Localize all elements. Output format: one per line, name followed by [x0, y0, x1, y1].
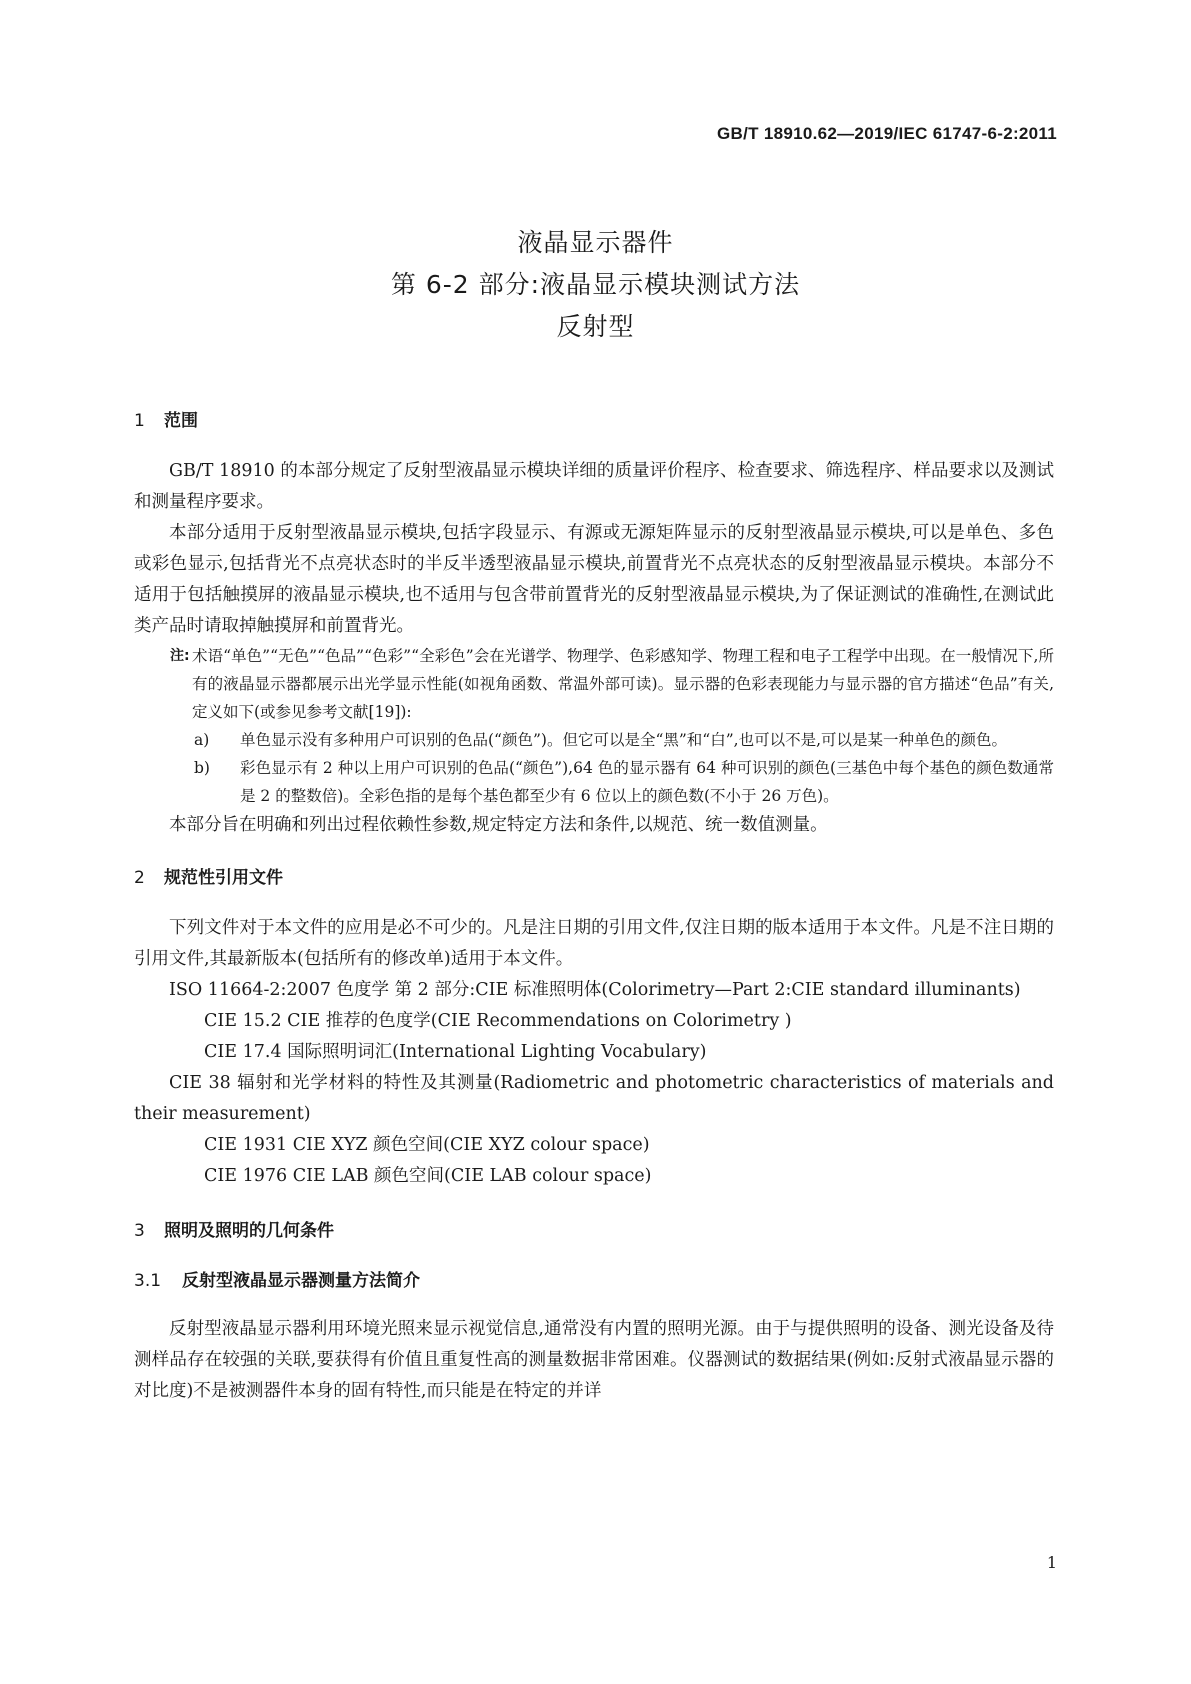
- section-number: 1: [134, 411, 145, 431]
- section-number: 2: [134, 868, 145, 888]
- document-body: [134, 408, 1054, 1407]
- note-item-text: 单色显示没有多种用户可识别的色品(“颜色”)。但它可以是全“黑”和“白”,也可以不是,可以是某一种单色的颜色。: [240, 731, 1007, 749]
- section-title: 范围: [164, 411, 198, 431]
- standard-code: GB/T 18910.62—2019/IEC 61747-6-2:2011: [717, 124, 1057, 143]
- section-number: 3: [134, 1221, 145, 1241]
- reference-item: CIE 17.4 国际照明词汇(International Lighting Vocabulary): [204, 1042, 707, 1062]
- subsection-3-1-heading: [134, 1268, 1054, 1294]
- reference-item: CIE 15.2 CIE 推荐的色度学(CIE Recommendations on Colorimetry ): [204, 1011, 792, 1031]
- note-label: 注:: [170, 648, 190, 664]
- note-text: 术语“单色”“无色”“色品”“色彩”“全彩色”会在光谱学、物理学、色彩感知学、物理工程和电子工程学中出现。在一般情况下,所有的液晶显示器都展示出光学显示性能(如视角函数、常温外部可读)。显示器的色彩表现能力与显示器的官方描述“色品”有关,定义如下(或参见参考文献[19]):: [192, 647, 1054, 721]
- reference-item: CIE 38 辐射和光学材料的特性及其测量(Radiometric and photometric characteristics of materials and their measurement): [134, 1073, 1054, 1124]
- subsection-number: 3.1: [134, 1271, 162, 1291]
- paragraph: 本部分适用于反射型液晶显示模块,包括字段显示、有源或无源矩阵显示的反射型液晶显示模块,可以是单色、多色或彩色显示,包括背光不点亮状态时的半反半透型液晶显示模块,前置背光不点亮状态的反射型液晶显示模块。本部分不适用于包括触摸屏的液晶显示模块,也不适用与包含带前置背光的反射型液晶显示模块,为了保证测试的准确性,在测试此类产品时请取掉触摸屏和前置背光。: [134, 523, 1054, 636]
- title-line-3: 反射型: [556, 312, 635, 341]
- reference-item: CIE 1931 CIE XYZ 颜色空间(CIE XYZ colour space): [204, 1135, 650, 1155]
- title-line-1: 液晶显示器件: [517, 228, 674, 257]
- list-marker: a): [194, 731, 210, 749]
- section-1-heading: [134, 408, 1054, 434]
- section-3-heading: [134, 1218, 1054, 1244]
- reference-item: ISO 11664-2:2007 色度学 第 2 部分:CIE 标准照明体(Colorimetry—Part 2:CIE standard illuminants): [169, 980, 1021, 1000]
- list-marker: b): [194, 759, 210, 777]
- note-item-text: 彩色显示有 2 种以上用户可识别的色品(“颜色”),64 色的显示器有 64 种可识别的颜色(三基色中每个基色的颜色数通常是 2 的整数倍)。全彩色指的是每个基色都至少有 6 位以上的颜色数(不小于 26 万色)。: [240, 759, 1054, 805]
- paragraph: 下列文件对于本文件的应用是必不可少的。凡是注日期的引用文件,仅注日期的版本适用于本文件。凡是不注日期的引用文件,其最新版本(包括所有的修改单)适用于本文件。: [134, 918, 1054, 969]
- note-list-item: [134, 726, 1054, 754]
- subsection-title: 反射型液晶显示器测量方法简介: [182, 1271, 420, 1291]
- paragraph: 反射型液晶显示器利用环境光照来显示视觉信息,通常没有内置的照明光源。由于与提供照明的设备、测光设备及待测样品存在较强的关联,要获得有价值且重复性高的测量数据非常困难。仪器测试的数据结果(例如:反射式液晶显示器的对比度)不是被测器件本身的固有特性,而只能是在特定的并详: [134, 1319, 1054, 1401]
- page-number: 1: [1046, 1553, 1057, 1572]
- paragraph: GB/T 18910 的本部分规定了反射型液晶显示模块详细的质量评价程序、检查要求、筛选程序、样品要求以及测试和测量程序要求。: [134, 461, 1054, 512]
- title-line-2: 第 6-2 部分:液晶显示模块测试方法: [390, 270, 801, 299]
- note-block: [134, 642, 1054, 810]
- section-2-heading: [134, 865, 1054, 891]
- section-title: 规范性引用文件: [164, 868, 283, 888]
- paragraph: 本部分旨在明确和列出过程依赖性参数,规定特定方法和条件,以规范、统一数值测量。: [169, 815, 828, 835]
- section-title: 照明及照明的几何条件: [164, 1221, 334, 1241]
- document-title: [0, 222, 1191, 348]
- reference-item: CIE 1976 CIE LAB 颜色空间(CIE LAB colour space): [204, 1166, 652, 1186]
- note-list-item: [134, 754, 1054, 810]
